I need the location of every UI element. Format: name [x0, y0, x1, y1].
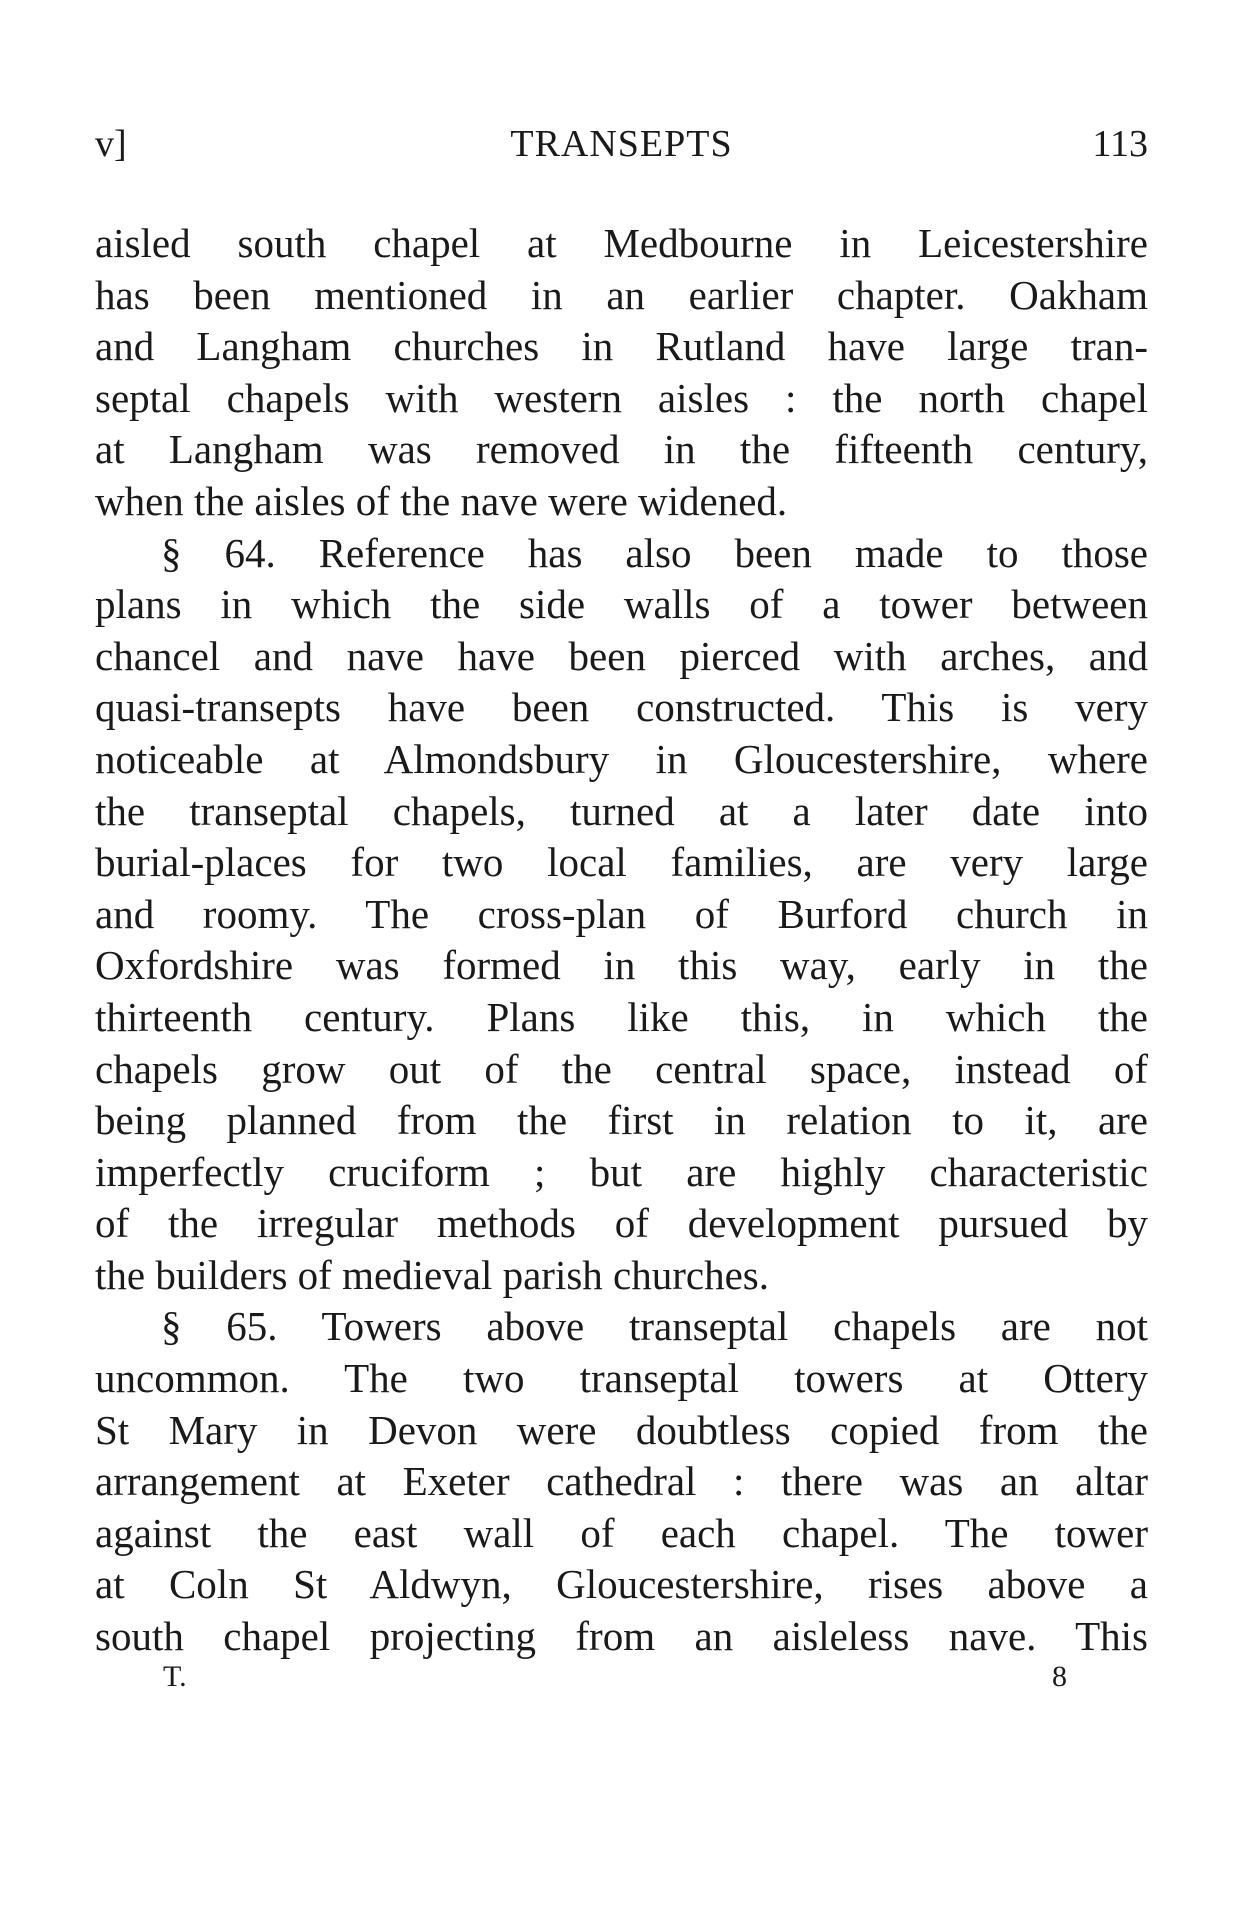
body-text [95, 218, 1148, 1663]
text-line: Oxfordshire was formed in this way, early in the [95, 942, 1148, 989]
text-line: chancel and nave have been pierced with arches, and [95, 632, 1148, 679]
text-line: uncommon. The two transeptal towers at Ottery [95, 1355, 1148, 1402]
text-line: plans in which the side walls of a tower between [95, 581, 1148, 628]
text-line: when the aisles of the nave were widened. [95, 477, 788, 524]
text-line: burial-places for two local families, are very large [95, 839, 1148, 886]
text-line: quasi-transepts have been constructed. This is very [95, 684, 1148, 731]
signature-number: 8 [1052, 1660, 1067, 1693]
text-line: at Langham was removed in the fifteenth century, [95, 426, 1148, 473]
text-line: has been mentioned in an earlier chapter. Oakham [95, 271, 1148, 318]
text-line: the builders of medieval parish churches. [95, 1251, 769, 1298]
text-line: noticeable at Almondsbury in Gloucestershire, where [95, 735, 1148, 782]
text-line: aisled south chapel at Medbourne in Leicestershire [95, 220, 1148, 266]
text-line: south chapel projecting from an aisleless nave. This [95, 1613, 1148, 1660]
running-title: TRANSEPTS [510, 123, 733, 165]
text-line: against the east wall of each chapel. The tower [95, 1509, 1148, 1556]
page-number: 113 [1092, 123, 1148, 165]
signature-mark: T. [163, 1660, 187, 1693]
text-line: septal chapels with western aisles : the north chapel [95, 374, 1148, 421]
text-line: § 65. Towers above transeptal chapels are not [161, 1303, 1148, 1350]
text-line: of the irregular methods of development pursued by [95, 1200, 1148, 1247]
text-line: imperfectly cruciform ; but are highly characteristic [95, 1148, 1148, 1195]
text-line: and roomy. The cross-plan of Burford church in [95, 890, 1148, 937]
text-line: chapels grow out of the central space, instead of [95, 1045, 1148, 1092]
text-line: the transeptal chapels, turned at a later date into [95, 787, 1148, 834]
running-header [95, 122, 1148, 168]
text-line: at Coln St Aldwyn, Gloucestershire, rises above a [95, 1561, 1148, 1608]
text-line: § 64. Reference has also been made to those [161, 529, 1148, 576]
text-line: being planned from the first in relation to it, are [95, 1097, 1148, 1144]
text-line: St Mary in Devon were doubtless copied from the [95, 1406, 1148, 1453]
chapter-number: v] [95, 123, 127, 165]
text-line: arrangement at Exeter cathedral : there was an altar [95, 1458, 1148, 1505]
text-line: and Langham churches in Rutland have large tran- [95, 323, 1148, 370]
text-line: thirteenth century. Plans like this, in which the [95, 993, 1148, 1040]
